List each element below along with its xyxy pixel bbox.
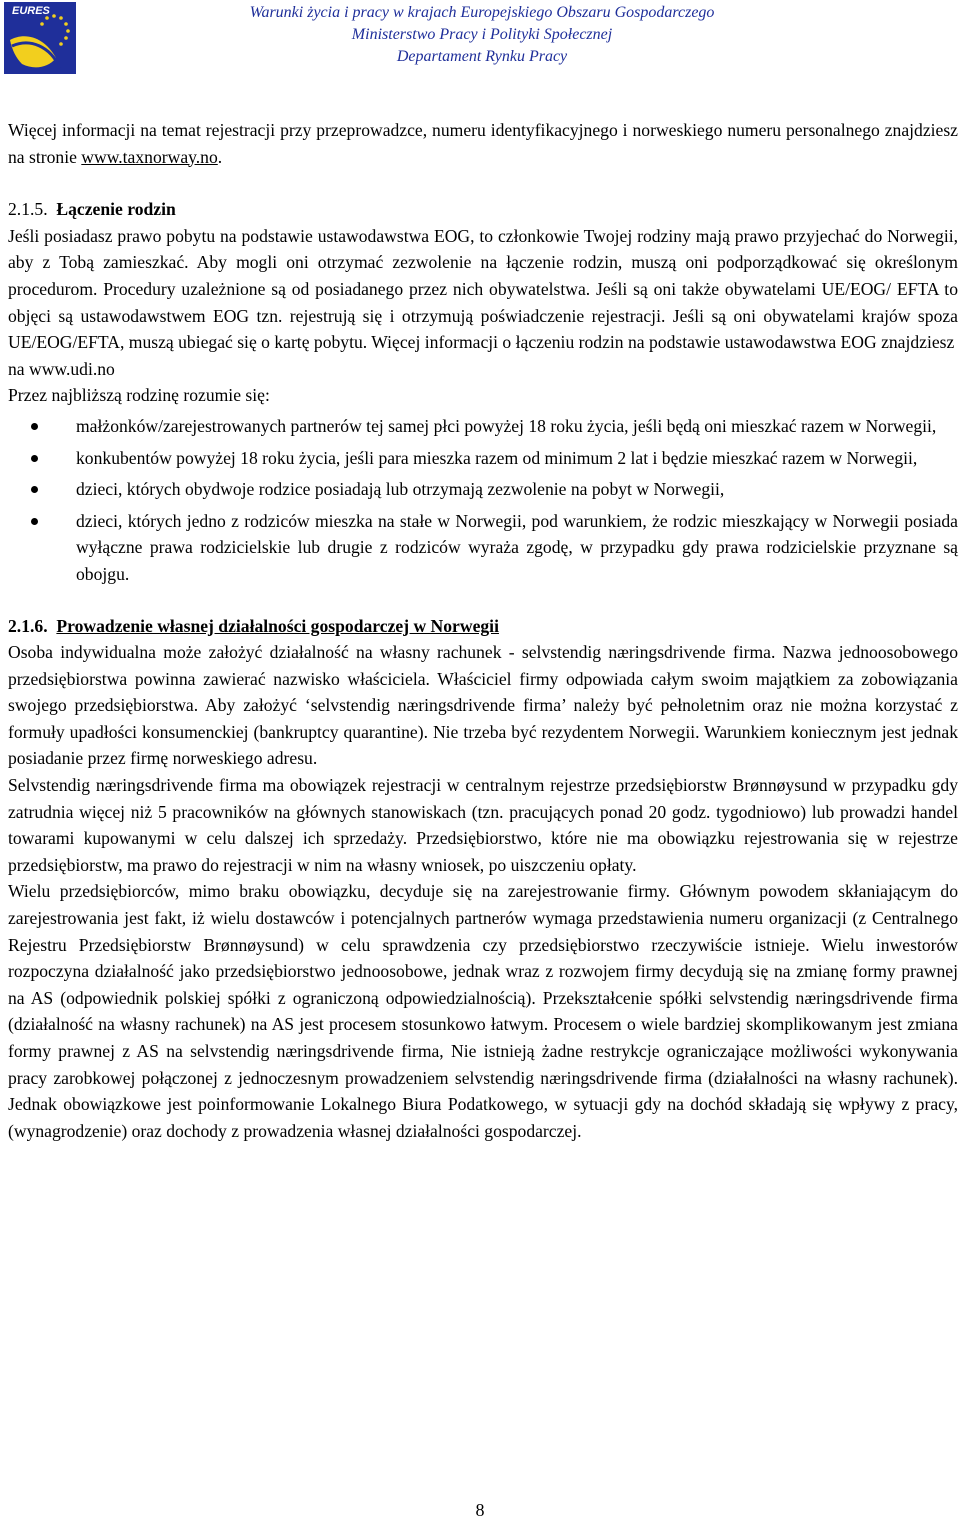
section-215-heading <box>8 196 958 223</box>
udi-link-line[interactable]: na www.udi.no <box>8 358 115 379</box>
section-215-title: Łączenie rodzin <box>56 199 176 220</box>
header-line-3: Departament Rynku Pracy <box>396 48 568 65</box>
section-216-paragraph-1: Osoba indywidualna może założyć działalność na własny rachunek - selvstendig næringsdrivende firma. Nazwa jednoosobowego przedsiębiorstwa powinna zawierać nazwisko właściciela. Właściciel firmy odpowiada całym swoim majątkiem za zobowiązania swojego przedsiębiorstwa. Aby założyć ‘selvstendig næringsdrivende firma’ należy być pełnoletnim oraz nie można korzystać z formuły upadłości konsumenckiej (bankruptcy quarantine). Nie trzeba być rezydentem Norwegii. Warunkiem koniecznym jest jednak posiadanie przez firmę norweskiego adresu. <box>8 642 958 769</box>
section-216-title: Prowadzenie własnej działalności gospodarczej w Norwegii <box>56 615 499 636</box>
section-216-number: 2.1.6. <box>8 615 48 636</box>
section-216-paragraph-3: Wielu przedsiębiorców, mimo braku obowiązku, decyduje się na zarejestrowanie firmy. Głównym powodem skłaniającym do zarejestrowania jest fakt, iż wielu dostawców i potencjalnych partnerów wymaga przedstawienia numeru organizacji (z Centralnego Rejestru Przedsiębiorstw Brønnøysund) w celu sprawdzenia czy przedsiębiorstwo rzeczywiście istnieje. Wielu inwestorów rozpoczyna działalność jako przedsiębiorstwo jednoosobowe, jednak wraz z rozwojem firmy decydują się na zmianę formy prawnej na AS (odpowiednik polskiej spółki z ograniczoną odpowiedzialnością). Przekształcenie spółki selvstendig næringsdrivende firma (działalność na własny rachunek) na AS jest procesem stosunkowo łatwym. Procesem o wiele bardziej skomplikowanym jest zmiana formy prawnej z AS na selvstendig næringsdrivende firma, Nie istnieją żadne restrykcje ograniczające możliwości wykonywania pracy zarobkowej połączonej z jednoczesnym prowadzeniem selvstendig næringsdrivende firma (działalności na własny rachunek). Jednak obowiązkowe jest poinformowanie Lokalnego Biura Podatkowego, w sytuacji gdy na dochód składają się wpływy z pracy, (wynagrodzenie) oraz dochody z prowadzenia własnej działalności gospodarczej. <box>8 881 958 1141</box>
header-line-2: Ministerstwo Pracy i Polityki Społecznej <box>351 26 613 43</box>
list-item: konkubentów powyżej 18 roku życia, jeśli para mieszka razem od minimum 2 lat i będzie mieszkać razem w Norwegii, <box>8 445 958 472</box>
header-line-1: Warunki życia i pracy w krajach Europejskiego Obszaru Gospodarczego <box>249 4 715 21</box>
page-header <box>0 0 960 75</box>
list-item: małżonków/zarejestrowanych partnerów tej samej płci powyżej 18 roku życia, jeśli będą oni mieszkać razem w Norwegii, <box>8 413 958 440</box>
list-item: dzieci, których obydwoje rodzice posiadają lub otrzymają zezwolenie na pobyt w Norwegii, <box>8 476 958 503</box>
page-number: 8 <box>475 1500 485 1520</box>
eures-logo <box>4 2 76 74</box>
section-216-heading <box>8 613 958 640</box>
intro-paragraph: Więcej informacji na temat rejestracji przy przeprowadzce, numeru identyfikacyjnego i norweskiego numeru personalnego znajdziesz na stronie www.taxnorway.no. <box>8 120 958 167</box>
section-216-paragraph-2: Selvstendig næringsdrivende firma ma obowiązek rejestracji w centralnym rejestrze przedsiębiorstw Brønnøysund w przypadku gdy zatrudnia więcej niż 5 pracowników na głównych stanowiskach (tzn. pracujących ponad 20 godz. tygodniowo) lub prowadzi handel towarami kupowanymi w celu dalszej ich sprzedaży. Przedsiębiorstwo, które nie ma obowiązku rejestrowania się w rejestrze przedsiębiorstw, ma prawo do rejestracji w nim na własny wniosek, po uiszczeniu opłaty. <box>8 775 958 875</box>
family-list-intro: Przez najbliższą rodzinę rozumie się: <box>8 385 270 406</box>
document-body <box>8 117 958 1144</box>
family-list <box>8 413 958 588</box>
list-item: dzieci, których jedno z rodziców mieszka na stałe w Norwegii, pod warunkiem, że rodzic mieszkający w Norwegii posiada wyłączne prawa rodzicielskie lub drugie z rodziców wyraża zgodę, w przypadku gdy prawa rodzicielskie przyznane są obojgu. <box>8 508 958 588</box>
eures-logo-text: EURES <box>12 5 50 17</box>
header-text <box>192 2 772 68</box>
section-215-paragraph: Jeśli posiadasz prawo pobytu na podstawie ustawodawstwa EOG, to członkowie Twojej rodziny mają prawo przyjechać do Norwegii, aby z Tobą zamieszkać. Aby mogli oni otrzymać zezwolenie na łączenie rodzin, muszą oni podporządkować się określonym procedurom. Procedury uzależnione są od posiadanego przez nich obywatelstwa. Jeśli są oni także obywatelami UE/EOG/ EFTA to objęci są ustawodawstwem EOG tzn. rejestrują się i otrzymują poświadczenie rejestracji. Jeśli są oni obywatelami krajów spoza UE/EOG/EFTA, muszą ubiegać się o kartę pobytu. Więcej informacji o łączeniu rodzin na podstawie ustawodawstwa EOG znajdziesz <box>8 225 958 353</box>
taxnorway-link[interactable]: www.taxnorway.no <box>81 146 218 167</box>
bullet-icon <box>31 423 38 430</box>
bullet-icon <box>31 486 38 493</box>
section-215-number: 2.1.5. <box>8 199 48 220</box>
bullet-icon <box>31 455 38 462</box>
bullet-icon <box>31 518 38 525</box>
